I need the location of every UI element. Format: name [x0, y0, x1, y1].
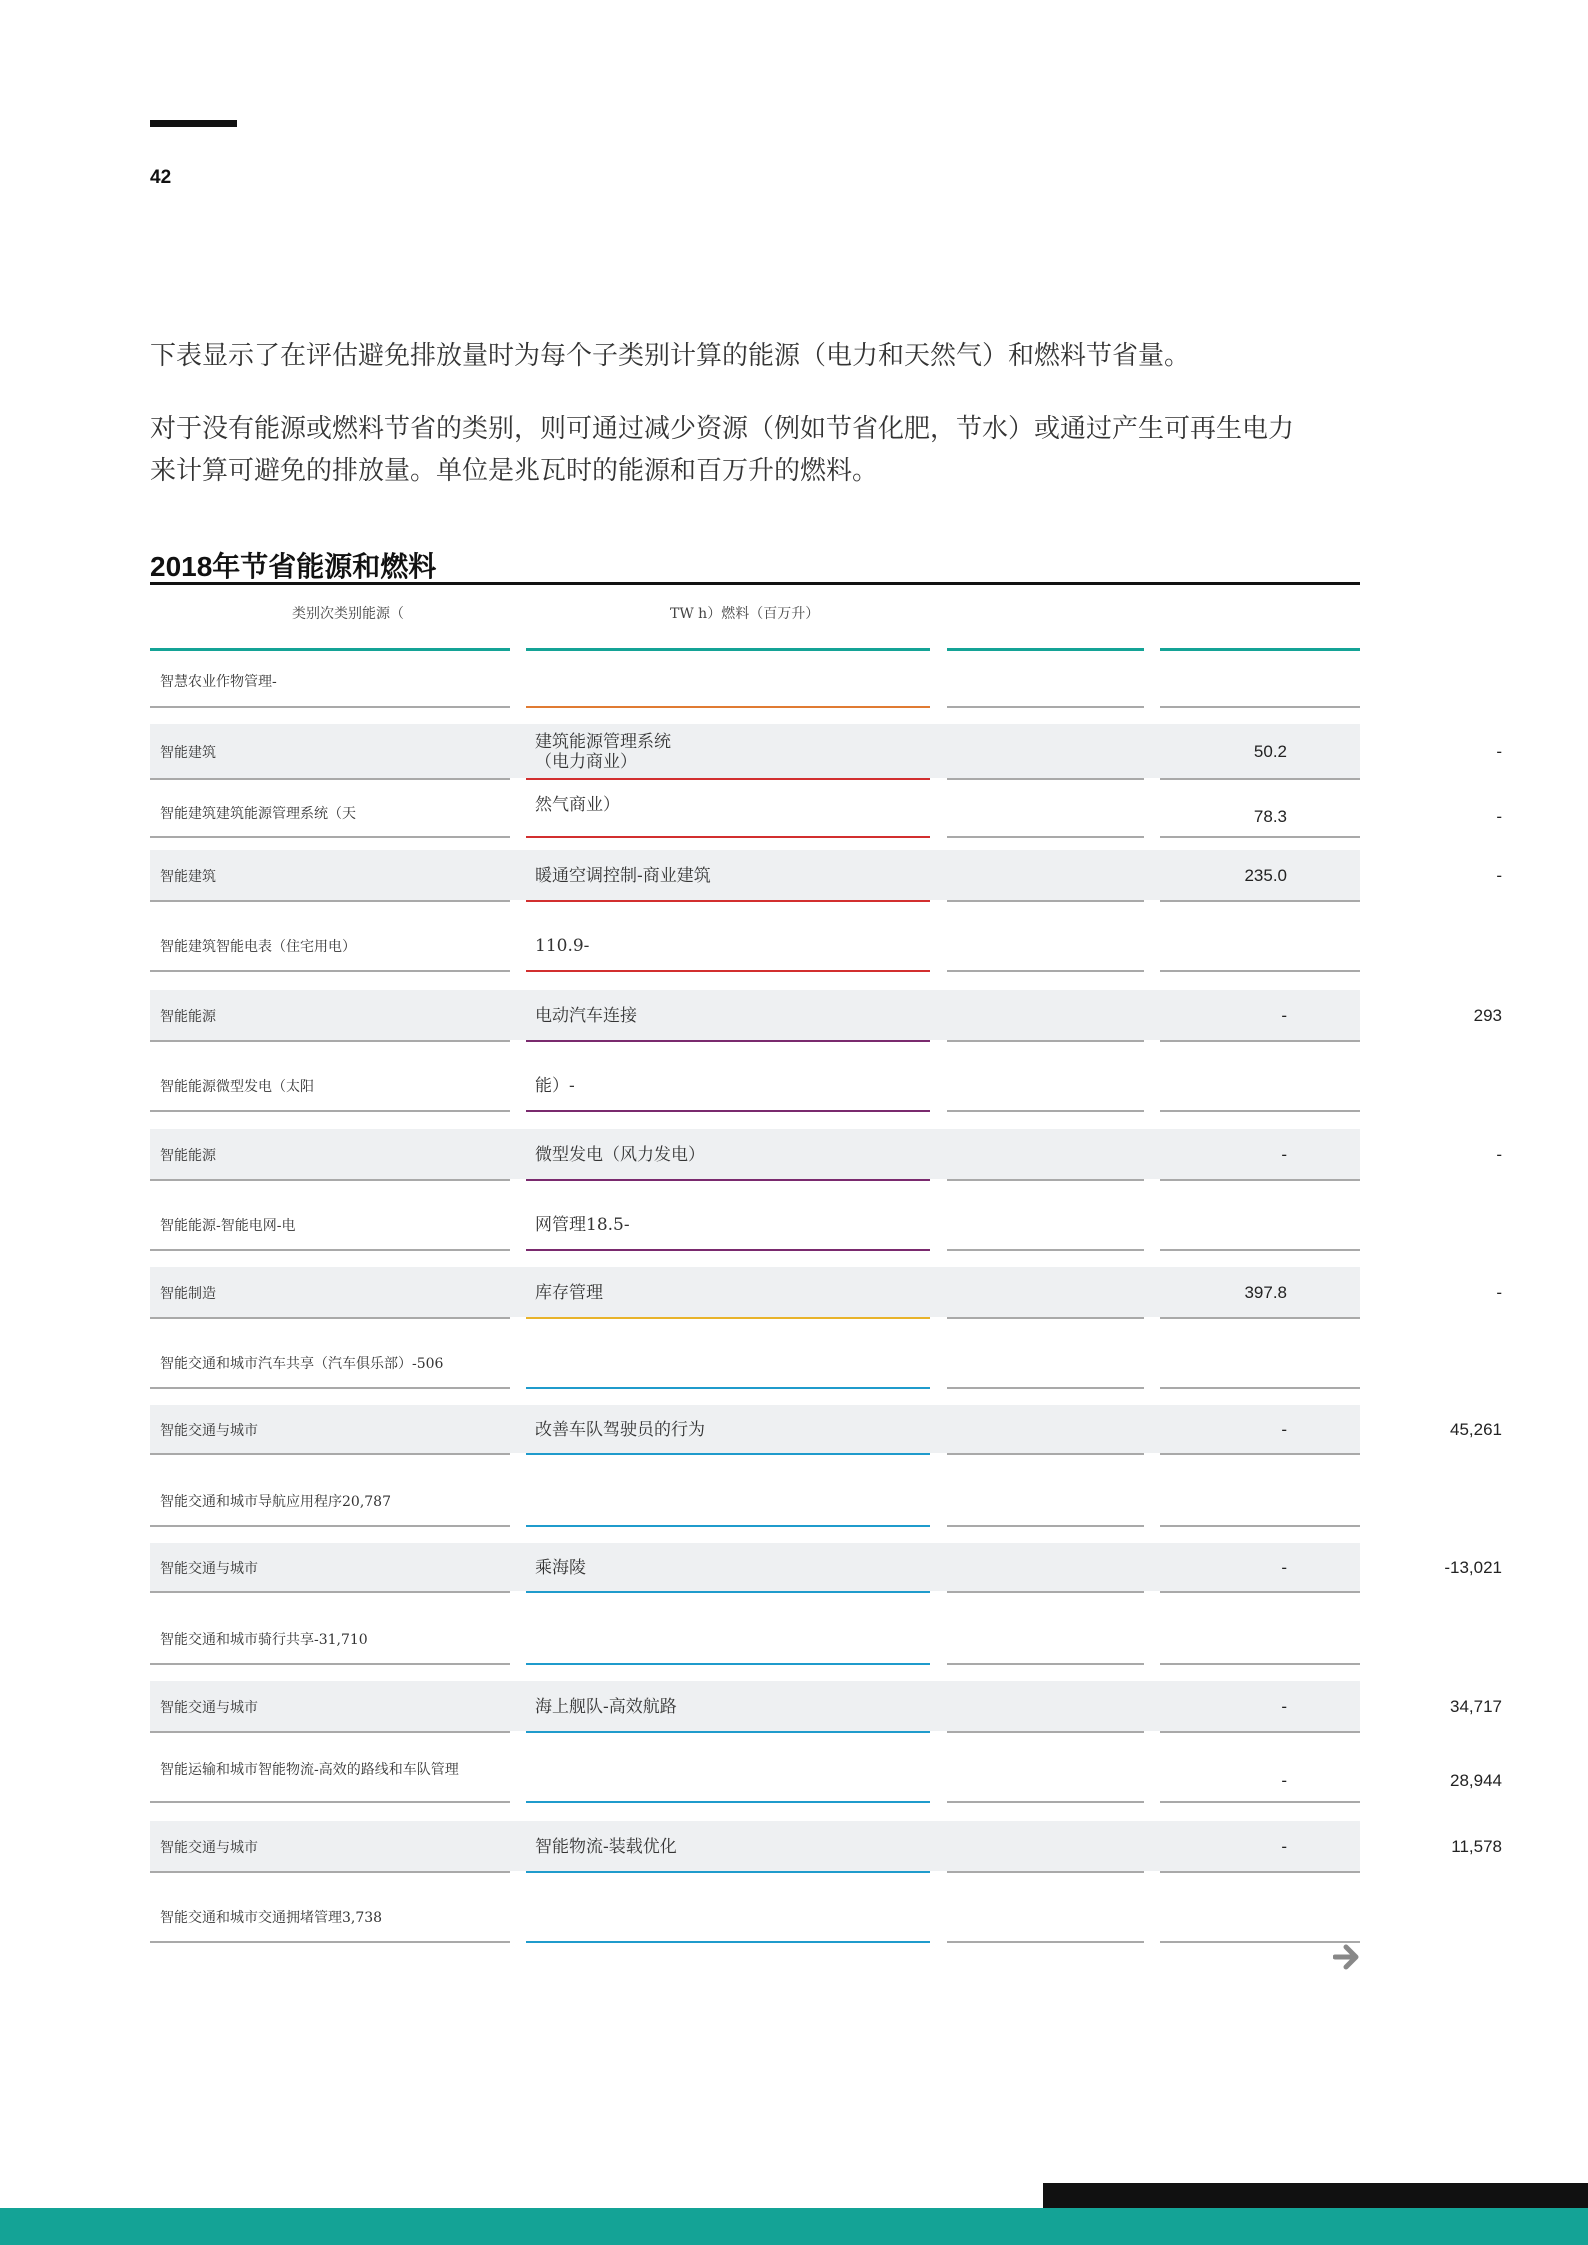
subcategory-cell: 改善车队驾驶员的行为 [535, 1420, 705, 1440]
energy-value-cell: 78.3 [1253, 807, 1287, 826]
row-underline-1 [150, 900, 510, 902]
row-underline-2 [526, 778, 930, 780]
subcategory-cell: 乘海陵 [535, 1558, 586, 1578]
row-underline-4 [1160, 970, 1360, 972]
row-underline-3 [947, 900, 1144, 902]
row-underline-3 [947, 1040, 1144, 1042]
category-cell: 智能能源 [160, 1009, 216, 1025]
intro-paragraph-2 [150, 408, 1380, 492]
category-cell: 智能运输和城市智能物流-高效的路线和车队管理 [160, 1762, 459, 1778]
table-row [150, 1403, 1502, 1461]
row-underline-4 [1160, 1731, 1360, 1733]
category-cell: 智能交通与城市 [160, 1423, 258, 1439]
table-title-rule [150, 582, 1360, 585]
row-underline-1 [150, 1731, 510, 1733]
category-cell: 智能能源 [160, 1148, 216, 1164]
table-header-units: TW h）燃料（百万升） [670, 606, 820, 622]
footer-black-bar [1043, 2183, 1588, 2209]
category-cell: 智能交通和城市汽车共享（汽车俱乐部）-506 [160, 1356, 444, 1372]
row-underline-2 [526, 1941, 930, 1943]
energy-value-cell: 235.0 [1244, 866, 1287, 885]
row-underline-3 [947, 778, 1144, 780]
row-underline-4 [1160, 1453, 1360, 1455]
subcategory-cell: 然气商业） [535, 795, 620, 815]
table-row [150, 1889, 1360, 1949]
header-underline-4 [1160, 648, 1360, 651]
table-row [150, 918, 1360, 978]
row-underline-2 [526, 1179, 930, 1181]
row-underline-2 [526, 1525, 930, 1527]
row-underline-4 [1160, 1941, 1360, 1943]
fuel-value-cell: 11,578 [1451, 1837, 1502, 1856]
table-row [150, 1058, 1360, 1118]
category-cell: 智能交通与城市 [160, 1561, 258, 1577]
intro-paragraph-2-line-2: 来计算可避免的排放量。单位是兆瓦时的能源和百万升的燃料。 [150, 456, 879, 486]
row-underline-1 [150, 1525, 510, 1527]
table-row [150, 786, 1502, 844]
row-underline-1 [150, 1317, 510, 1319]
row-underline-1 [150, 1871, 510, 1873]
row-underline-2 [526, 836, 930, 838]
category-cell: 智能能源微型发电（太阳 [160, 1079, 314, 1095]
energy-value-cell: - [1281, 1420, 1287, 1439]
table-title: 2018年节省能源和燃料 [150, 551, 437, 582]
row-underline-2 [526, 1591, 930, 1593]
category-cell: 智能交通和城市骑行共享-31,710 [160, 1632, 368, 1648]
category-cell: 智能建筑建筑能源管理系统（天 [160, 806, 356, 822]
row-underline-1 [150, 1040, 510, 1042]
row-underline-2 [526, 1663, 930, 1665]
subcategory-cell: 暖通空调控制-商业建筑 [535, 866, 711, 886]
footer-green-bar [0, 2208, 1588, 2245]
energy-value-cell: - [1281, 1771, 1287, 1790]
row-underline-3 [947, 1453, 1144, 1455]
energy-value-cell: 397.8 [1244, 1283, 1287, 1302]
row-underline-4 [1160, 1591, 1360, 1593]
row-underline-3 [947, 836, 1144, 838]
table-row [150, 1127, 1502, 1187]
row-underline-1 [150, 706, 510, 708]
fuel-value-cell: - [1496, 1283, 1502, 1302]
row-underline-2 [526, 1801, 930, 1803]
category-cell: 智能能源-智能电网-电 [160, 1218, 296, 1234]
energy-value-cell: - [1281, 1558, 1287, 1577]
table-row [150, 1749, 1502, 1809]
row-underline-1 [150, 1179, 510, 1181]
row-underline-4 [1160, 1663, 1360, 1665]
row-underline-4 [1160, 1387, 1360, 1389]
row-underline-2 [526, 1871, 930, 1873]
row-underline-4 [1160, 1317, 1360, 1319]
fuel-value-cell: 45,261 [1450, 1420, 1502, 1439]
subcategory-cell-line2: （电力商业） [535, 752, 637, 772]
subcategory-cell: 海上舰队-高效航路 [535, 1697, 677, 1717]
table-row [150, 1679, 1502, 1739]
subcategory-cell: 网管理18.5- [535, 1215, 630, 1235]
page-number: 42 [150, 167, 172, 188]
row-underline-1 [150, 836, 510, 838]
table-row [150, 1819, 1502, 1879]
row-underline-2 [526, 1110, 930, 1112]
row-underline-1 [150, 778, 510, 780]
table-row [150, 988, 1502, 1048]
row-underline-3 [947, 1663, 1144, 1665]
row-underline-3 [947, 1387, 1144, 1389]
energy-value-cell: 50.2 [1253, 742, 1287, 761]
table-row [150, 652, 1360, 714]
header-underline-2 [526, 648, 930, 651]
row-underline-3 [947, 1591, 1144, 1593]
table-row [150, 1611, 1360, 1671]
category-cell: 智能建筑 [160, 869, 216, 885]
category-cell: 智能交通与城市 [160, 1840, 258, 1856]
row-underline-3 [947, 1731, 1144, 1733]
category-cell: 智慧农业作物管理- [160, 674, 277, 690]
table-row [150, 1473, 1360, 1533]
category-cell: 智能建筑智能电表（住宅用电） [160, 939, 356, 955]
table-row [150, 1541, 1502, 1599]
subcategory-cell: 能）- [535, 1076, 575, 1096]
fuel-value-cell: - [1496, 866, 1502, 885]
intro-paragraph-1: 下表显示了在评估避免排放量时为每个子类别计算的能源（电力和天然气）和燃料节省量。 [150, 341, 1191, 371]
fuel-value-cell: - [1496, 1145, 1502, 1164]
header-underline-3 [947, 648, 1144, 651]
fuel-value-cell: - [1496, 807, 1502, 826]
category-cell: 智能交通与城市 [160, 1700, 258, 1716]
row-underline-4 [1160, 706, 1360, 708]
category-cell: 智能建筑 [160, 745, 216, 761]
row-underline-3 [947, 706, 1144, 708]
row-underline-3 [947, 1317, 1144, 1319]
energy-value-cell: - [1281, 1697, 1287, 1716]
row-underline-3 [947, 1801, 1144, 1803]
table-header-category: 类别次类别能源（ [292, 606, 404, 622]
category-cell: 智能交通和城市导航应用程序20,787 [160, 1494, 391, 1510]
row-underline-3 [947, 1110, 1144, 1112]
row-underline-4 [1160, 1110, 1360, 1112]
fuel-value-cell: - [1496, 742, 1502, 761]
subcategory-cell: 智能物流-装载优化 [535, 1837, 677, 1857]
row-underline-3 [947, 1249, 1144, 1251]
table-row [150, 1197, 1360, 1257]
row-underline-4 [1160, 1525, 1360, 1527]
row-underline-3 [947, 1525, 1144, 1527]
top-rule [150, 120, 237, 127]
row-underline-1 [150, 1591, 510, 1593]
subcategory-cell: 电动汽车连接 [535, 1006, 637, 1026]
row-underline-4 [1160, 1249, 1360, 1251]
row-underline-1 [150, 1453, 510, 1455]
row-underline-4 [1160, 900, 1360, 902]
row-underline-4 [1160, 778, 1360, 780]
row-underline-1 [150, 1387, 510, 1389]
category-cell: 智能制造 [160, 1286, 216, 1302]
fuel-value-cell: 293 [1473, 1006, 1502, 1025]
row-underline-2 [526, 1040, 930, 1042]
subcategory-cell: 库存管理 [535, 1283, 603, 1303]
row-underline-2 [526, 970, 930, 972]
row-underline-4 [1160, 1040, 1360, 1042]
row-underline-2 [526, 1731, 930, 1733]
subcategory-cell: 110.9- [535, 936, 590, 956]
arrow-right-icon[interactable] [1333, 1944, 1361, 1974]
row-underline-4 [1160, 836, 1360, 838]
header-underline-1 [150, 648, 510, 651]
row-underline-1 [150, 1941, 510, 1943]
subcategory-cell: 微型发电（风力发电） [535, 1145, 705, 1165]
row-underline-1 [150, 970, 510, 972]
energy-value-cell: - [1281, 1837, 1287, 1856]
row-underline-2 [526, 900, 930, 902]
row-underline-2 [526, 1249, 930, 1251]
fuel-value-cell: 28,944 [1450, 1771, 1502, 1790]
row-underline-2 [526, 1387, 930, 1389]
row-underline-3 [947, 1941, 1144, 1943]
fuel-value-cell: -13,021 [1444, 1558, 1502, 1577]
table-row [150, 1265, 1502, 1325]
fuel-value-cell: 34,717 [1450, 1697, 1502, 1716]
table-row [150, 848, 1502, 908]
row-underline-2 [526, 706, 930, 708]
row-underline-1 [150, 1663, 510, 1665]
row-underline-4 [1160, 1801, 1360, 1803]
row-underline-1 [150, 1249, 510, 1251]
table-row [150, 722, 1502, 786]
row-underline-2 [526, 1317, 930, 1319]
row-underline-4 [1160, 1179, 1360, 1181]
row-underline-3 [947, 970, 1144, 972]
row-underline-1 [150, 1801, 510, 1803]
energy-value-cell: - [1281, 1006, 1287, 1025]
row-underline-2 [526, 1453, 930, 1455]
subcategory-cell: 建筑能源管理系统 [535, 732, 671, 752]
row-underline-3 [947, 1179, 1144, 1181]
category-cell: 智能交通和城市交通拥堵管理3,738 [160, 1910, 383, 1926]
intro-paragraph-2-line-1: 对于没有能源或燃料节省的类别，则可通过减少资源（例如节省化肥，节水）或通过产生可再生电力 [150, 414, 1295, 444]
row-underline-3 [947, 1871, 1144, 1873]
energy-value-cell: - [1281, 1145, 1287, 1164]
row-underline-4 [1160, 1871, 1360, 1873]
table-row [150, 1335, 1360, 1395]
row-underline-1 [150, 1110, 510, 1112]
